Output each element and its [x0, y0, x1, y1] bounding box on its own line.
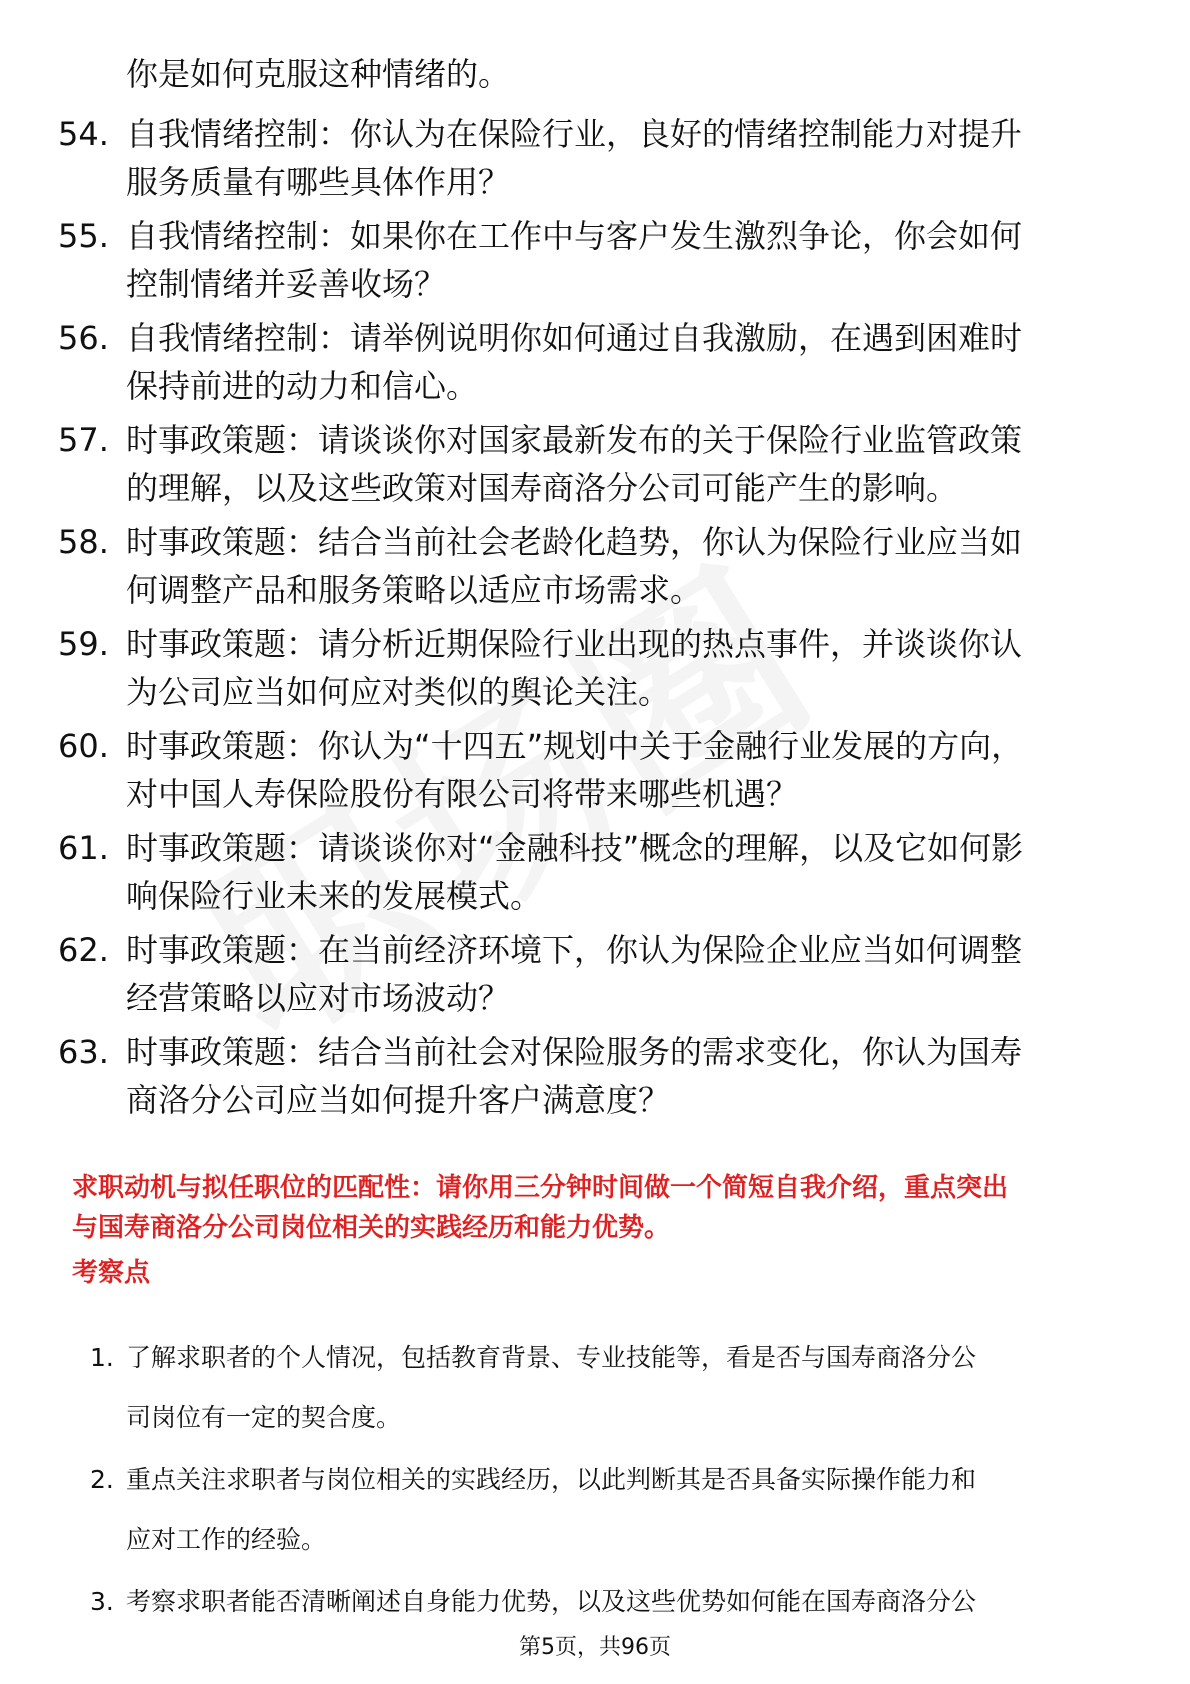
question-text: 响保险行业未来的发展模式。: [126, 877, 543, 915]
question-text: 控制情绪并妥善收场？: [126, 265, 447, 303]
question-item: [58, 722, 1138, 818]
question-number: 56.: [58, 319, 109, 357]
question-number: 55.: [58, 217, 109, 255]
question-text: 自我情绪控制：请举例说明你如何通过自我激励，在遇到困难时: [126, 319, 1023, 357]
question-number: 61.: [58, 829, 109, 867]
point-item: [90, 1450, 1140, 1570]
question-number: 58.: [58, 523, 109, 561]
question-text: 为公司应当如何应对类似的舆论关注。: [126, 673, 671, 711]
question-number: 60.: [58, 727, 109, 765]
question-number: 54.: [58, 115, 109, 153]
question-text: 时事政策题：你认为“十四五”规划中关于金融行业发展的方向，: [126, 727, 1024, 765]
question-item: [58, 212, 1138, 308]
point-item: [90, 1328, 1140, 1448]
question-item: [58, 314, 1138, 410]
question-item: [58, 824, 1138, 920]
question-text: 保持前进的动力和信心。: [126, 367, 479, 405]
question-item: [58, 518, 1138, 614]
question-text: 服务质量有哪些具体作用？: [126, 163, 511, 201]
question-list: [58, 110, 1138, 1130]
point-text: 应对工作的经验。: [126, 1525, 327, 1554]
continued-text: 你是如何克服这种情绪的。: [126, 55, 511, 93]
point-number: 2.: [90, 1465, 114, 1494]
point-text: 了解求职者的个人情况，包括教育背景、专业技能等，看是否与国寿商洛分公: [126, 1343, 977, 1372]
question-text: 时事政策题：在当前经济环境下，你认为保险企业应当如何调整: [126, 931, 1023, 969]
question-text: 自我情绪控制：你认为在保险行业，良好的情绪控制能力对提升: [126, 115, 1023, 153]
question-text: 对中国人寿保险股份有限公司将带来哪些机遇？: [126, 775, 799, 813]
question-item: [58, 620, 1138, 716]
point-item: [90, 1572, 1140, 1632]
question-text: 商洛分公司应当如何提升客户满意度？: [126, 1081, 671, 1119]
question-text: 自我情绪控制：如果你在工作中与客户发生激烈争论，你会如何: [126, 217, 1023, 255]
question-text: 经营策略以应对市场波动？: [126, 979, 511, 1017]
question-item: [58, 1028, 1138, 1124]
assessment-points: [90, 1328, 1140, 1634]
section-subheading: 考察点: [72, 1258, 151, 1288]
highlighted-question-text: 与国寿商洛分公司岗位相关的实践经历和能力优势。: [72, 1213, 671, 1243]
question-text: 时事政策题：结合当前社会老龄化趋势，你认为保险行业应当如: [126, 523, 1023, 561]
point-text: 重点关注求职者与岗位相关的实践经历，以此判断其是否具备实际操作能力和: [126, 1465, 977, 1494]
point-text: 司岗位有一定的契合度。: [126, 1403, 402, 1432]
question-text: 时事政策题：请分析近期保险行业出现的热点事件，并谈谈你认: [126, 625, 1023, 663]
question-number: 57.: [58, 421, 109, 459]
question-item: [58, 926, 1138, 1022]
question-text: 时事政策题：请谈谈你对国家最新发布的关于保险行业监管政策: [126, 421, 1023, 459]
point-number: 1.: [90, 1343, 114, 1372]
highlighted-question-text: 求职动机与拟任职位的匹配性：请你用三分钟时间做一个简短自我介绍，重点突出: [72, 1173, 1009, 1203]
highlighted-question: [72, 1168, 1132, 1248]
question-number: 59.: [58, 625, 109, 663]
question-text: 时事政策题：请谈谈你对“金融科技”概念的理解，以及它如何影: [126, 829, 1024, 867]
point-number: 3.: [90, 1587, 114, 1616]
point-text: 考察求职者能否清晰阐述自身能力优势，以及这些优势如何能在国寿商洛分公: [126, 1587, 977, 1616]
question-text: 何调整产品和服务策略以适应市场需求。: [126, 571, 703, 609]
question-number: 63.: [58, 1033, 109, 1071]
question-text: 时事政策题：结合当前社会对保险服务的需求变化，你认为国寿: [126, 1033, 1023, 1071]
question-item: [58, 416, 1138, 512]
question-text: 的理解，以及这些政策对国寿商洛分公司可能产生的影响。: [126, 469, 959, 507]
question-item: [58, 110, 1138, 206]
question-number: 62.: [58, 931, 109, 969]
page-footer: 第5页，共96页: [519, 1635, 671, 1660]
